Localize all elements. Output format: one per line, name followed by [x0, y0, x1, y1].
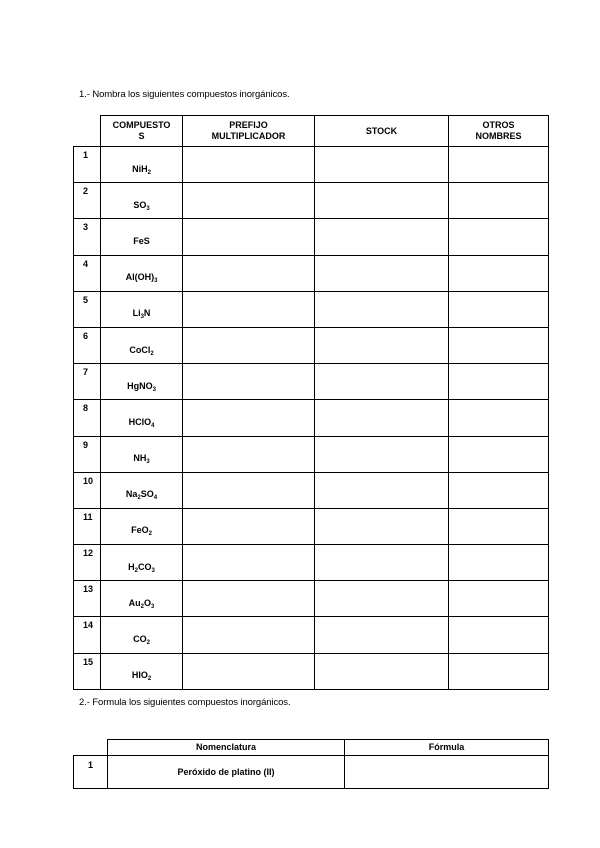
answer-otros-cell[interactable]	[449, 291, 549, 327]
header-prefijo	[183, 116, 315, 147]
answer-stock-cell[interactable]	[315, 364, 449, 400]
answer-otros-cell[interactable]	[449, 147, 549, 183]
header-prefijo-line2: MULTIPLICADOR	[211, 131, 286, 141]
table-row	[74, 756, 549, 789]
answer-stock-cell[interactable]	[315, 436, 449, 472]
answer-prefijo-cell[interactable]	[183, 219, 315, 255]
header-otros-line2: NOMBRES	[475, 131, 522, 141]
compound-formula: $Al(OH)_3$	[101, 255, 183, 291]
answer-prefijo-cell[interactable]	[183, 147, 315, 183]
answer-stock-cell[interactable]	[315, 219, 449, 255]
header-formula: Fórmula	[345, 740, 549, 756]
header-nomenclatura: Nomenclatura	[108, 740, 345, 756]
answer-stock-cell[interactable]	[315, 581, 449, 617]
compound-formula: $Li_3N$	[101, 291, 183, 327]
compound-name: Peróxido de platino (II)	[108, 756, 345, 789]
corner-cell	[74, 116, 101, 147]
section2-heading: 2.- Formula los siguientes compuestos inorgánicos.	[79, 697, 291, 708]
row-number: 11	[74, 508, 101, 544]
compounds-formula-table	[73, 739, 549, 789]
table-row	[74, 617, 549, 653]
answer-prefijo-cell[interactable]	[183, 400, 315, 436]
answer-prefijo-cell[interactable]	[183, 581, 315, 617]
header-prefijo-line1: PREFIJO	[229, 120, 268, 130]
row-number: 4	[74, 255, 101, 291]
section1-heading: 1.- Nombra los siguientes compuestos inorgánicos.	[79, 89, 290, 100]
table-row	[74, 545, 549, 581]
table-row	[74, 581, 549, 617]
compound-formula: $Au_2O_3$	[101, 581, 183, 617]
answer-prefijo-cell[interactable]	[183, 436, 315, 472]
answer-prefijo-cell[interactable]	[183, 617, 315, 653]
answer-otros-cell[interactable]	[449, 472, 549, 508]
header-otros	[449, 116, 549, 147]
corner-cell	[74, 740, 108, 756]
row-number: 8	[74, 400, 101, 436]
table-row	[74, 400, 549, 436]
answer-otros-cell[interactable]	[449, 581, 549, 617]
answer-prefijo-cell[interactable]	[183, 653, 315, 689]
answer-stock-cell[interactable]	[315, 508, 449, 544]
answer-otros-cell[interactable]	[449, 617, 549, 653]
header-stock: STOCK	[315, 116, 449, 147]
table-row	[74, 508, 549, 544]
compound-formula: FeS	[101, 219, 183, 255]
answer-prefijo-cell[interactable]	[183, 255, 315, 291]
answer-stock-cell[interactable]	[315, 183, 449, 219]
answer-otros-cell[interactable]	[449, 653, 549, 689]
answer-stock-cell[interactable]	[315, 617, 449, 653]
compound-formula: CoCl$_2$	[101, 327, 183, 363]
row-number: 2	[74, 183, 101, 219]
header-compuestos-line1: COMPUESTO	[112, 120, 171, 130]
table-row	[74, 436, 549, 472]
answer-stock-cell[interactable]	[315, 255, 449, 291]
row-number: 12	[74, 545, 101, 581]
compound-formula: $CO_2$	[101, 617, 183, 653]
row-number: 15	[74, 653, 101, 689]
header-otros-line1: OTROS	[482, 120, 515, 130]
header-compuestos	[101, 116, 183, 147]
answer-prefijo-cell[interactable]	[183, 327, 315, 363]
table-row	[74, 327, 549, 363]
table-row	[74, 219, 549, 255]
row-number: 5	[74, 291, 101, 327]
compound-formula: HgNO$_3$	[101, 364, 183, 400]
row-number: 1	[74, 147, 101, 183]
answer-otros-cell[interactable]	[449, 183, 549, 219]
header-compuestos-line2: S	[138, 131, 145, 141]
compound-formula: $NH_3$	[101, 436, 183, 472]
compound-formula: $SO_3$	[101, 183, 183, 219]
answer-prefijo-cell[interactable]	[183, 291, 315, 327]
row-number: 9	[74, 436, 101, 472]
answer-otros-cell[interactable]	[449, 327, 549, 363]
compound-formula: $HIO_2$	[101, 653, 183, 689]
table-row	[74, 255, 549, 291]
answer-stock-cell[interactable]	[315, 291, 449, 327]
compound-formula: FeO$_2$	[101, 508, 183, 544]
answer-prefijo-cell[interactable]	[183, 364, 315, 400]
row-number: 14	[74, 617, 101, 653]
table-row	[74, 147, 549, 183]
answer-stock-cell[interactable]	[315, 327, 449, 363]
answer-prefijo-cell[interactable]	[183, 508, 315, 544]
answer-otros-cell[interactable]	[449, 436, 549, 472]
table-row	[74, 364, 549, 400]
answer-otros-cell[interactable]	[449, 400, 549, 436]
table-row	[74, 472, 549, 508]
row-number: 10	[74, 472, 101, 508]
answer-otros-cell[interactable]	[449, 219, 549, 255]
answer-stock-cell[interactable]	[315, 472, 449, 508]
compound-formula: HClO$_4$	[101, 400, 183, 436]
answer-stock-cell[interactable]	[315, 147, 449, 183]
row-number: 13	[74, 581, 101, 617]
compound-formula: $Na_2SO_4$	[101, 472, 183, 508]
row-number: 3	[74, 219, 101, 255]
table-row	[74, 291, 549, 327]
answer-stock-cell[interactable]	[315, 653, 449, 689]
table-row	[74, 653, 549, 689]
row-number: 7	[74, 364, 101, 400]
answer-formula-cell[interactable]	[345, 756, 549, 789]
answer-prefijo-cell[interactable]	[183, 472, 315, 508]
answer-prefijo-cell[interactable]	[183, 545, 315, 581]
compound-formula: NiH$_2$	[101, 147, 183, 183]
answer-stock-cell[interactable]	[315, 545, 449, 581]
answer-stock-cell[interactable]	[315, 400, 449, 436]
answer-prefijo-cell[interactable]	[183, 183, 315, 219]
compounds-naming-table	[73, 115, 549, 690]
answer-otros-cell[interactable]	[449, 545, 549, 581]
answer-otros-cell[interactable]	[449, 508, 549, 544]
compound-formula: $H_2CO_3$	[101, 545, 183, 581]
answer-otros-cell[interactable]	[449, 364, 549, 400]
table-row	[74, 183, 549, 219]
row-number: 6	[74, 327, 101, 363]
answer-otros-cell[interactable]	[449, 255, 549, 291]
row-number: 1	[74, 756, 108, 789]
